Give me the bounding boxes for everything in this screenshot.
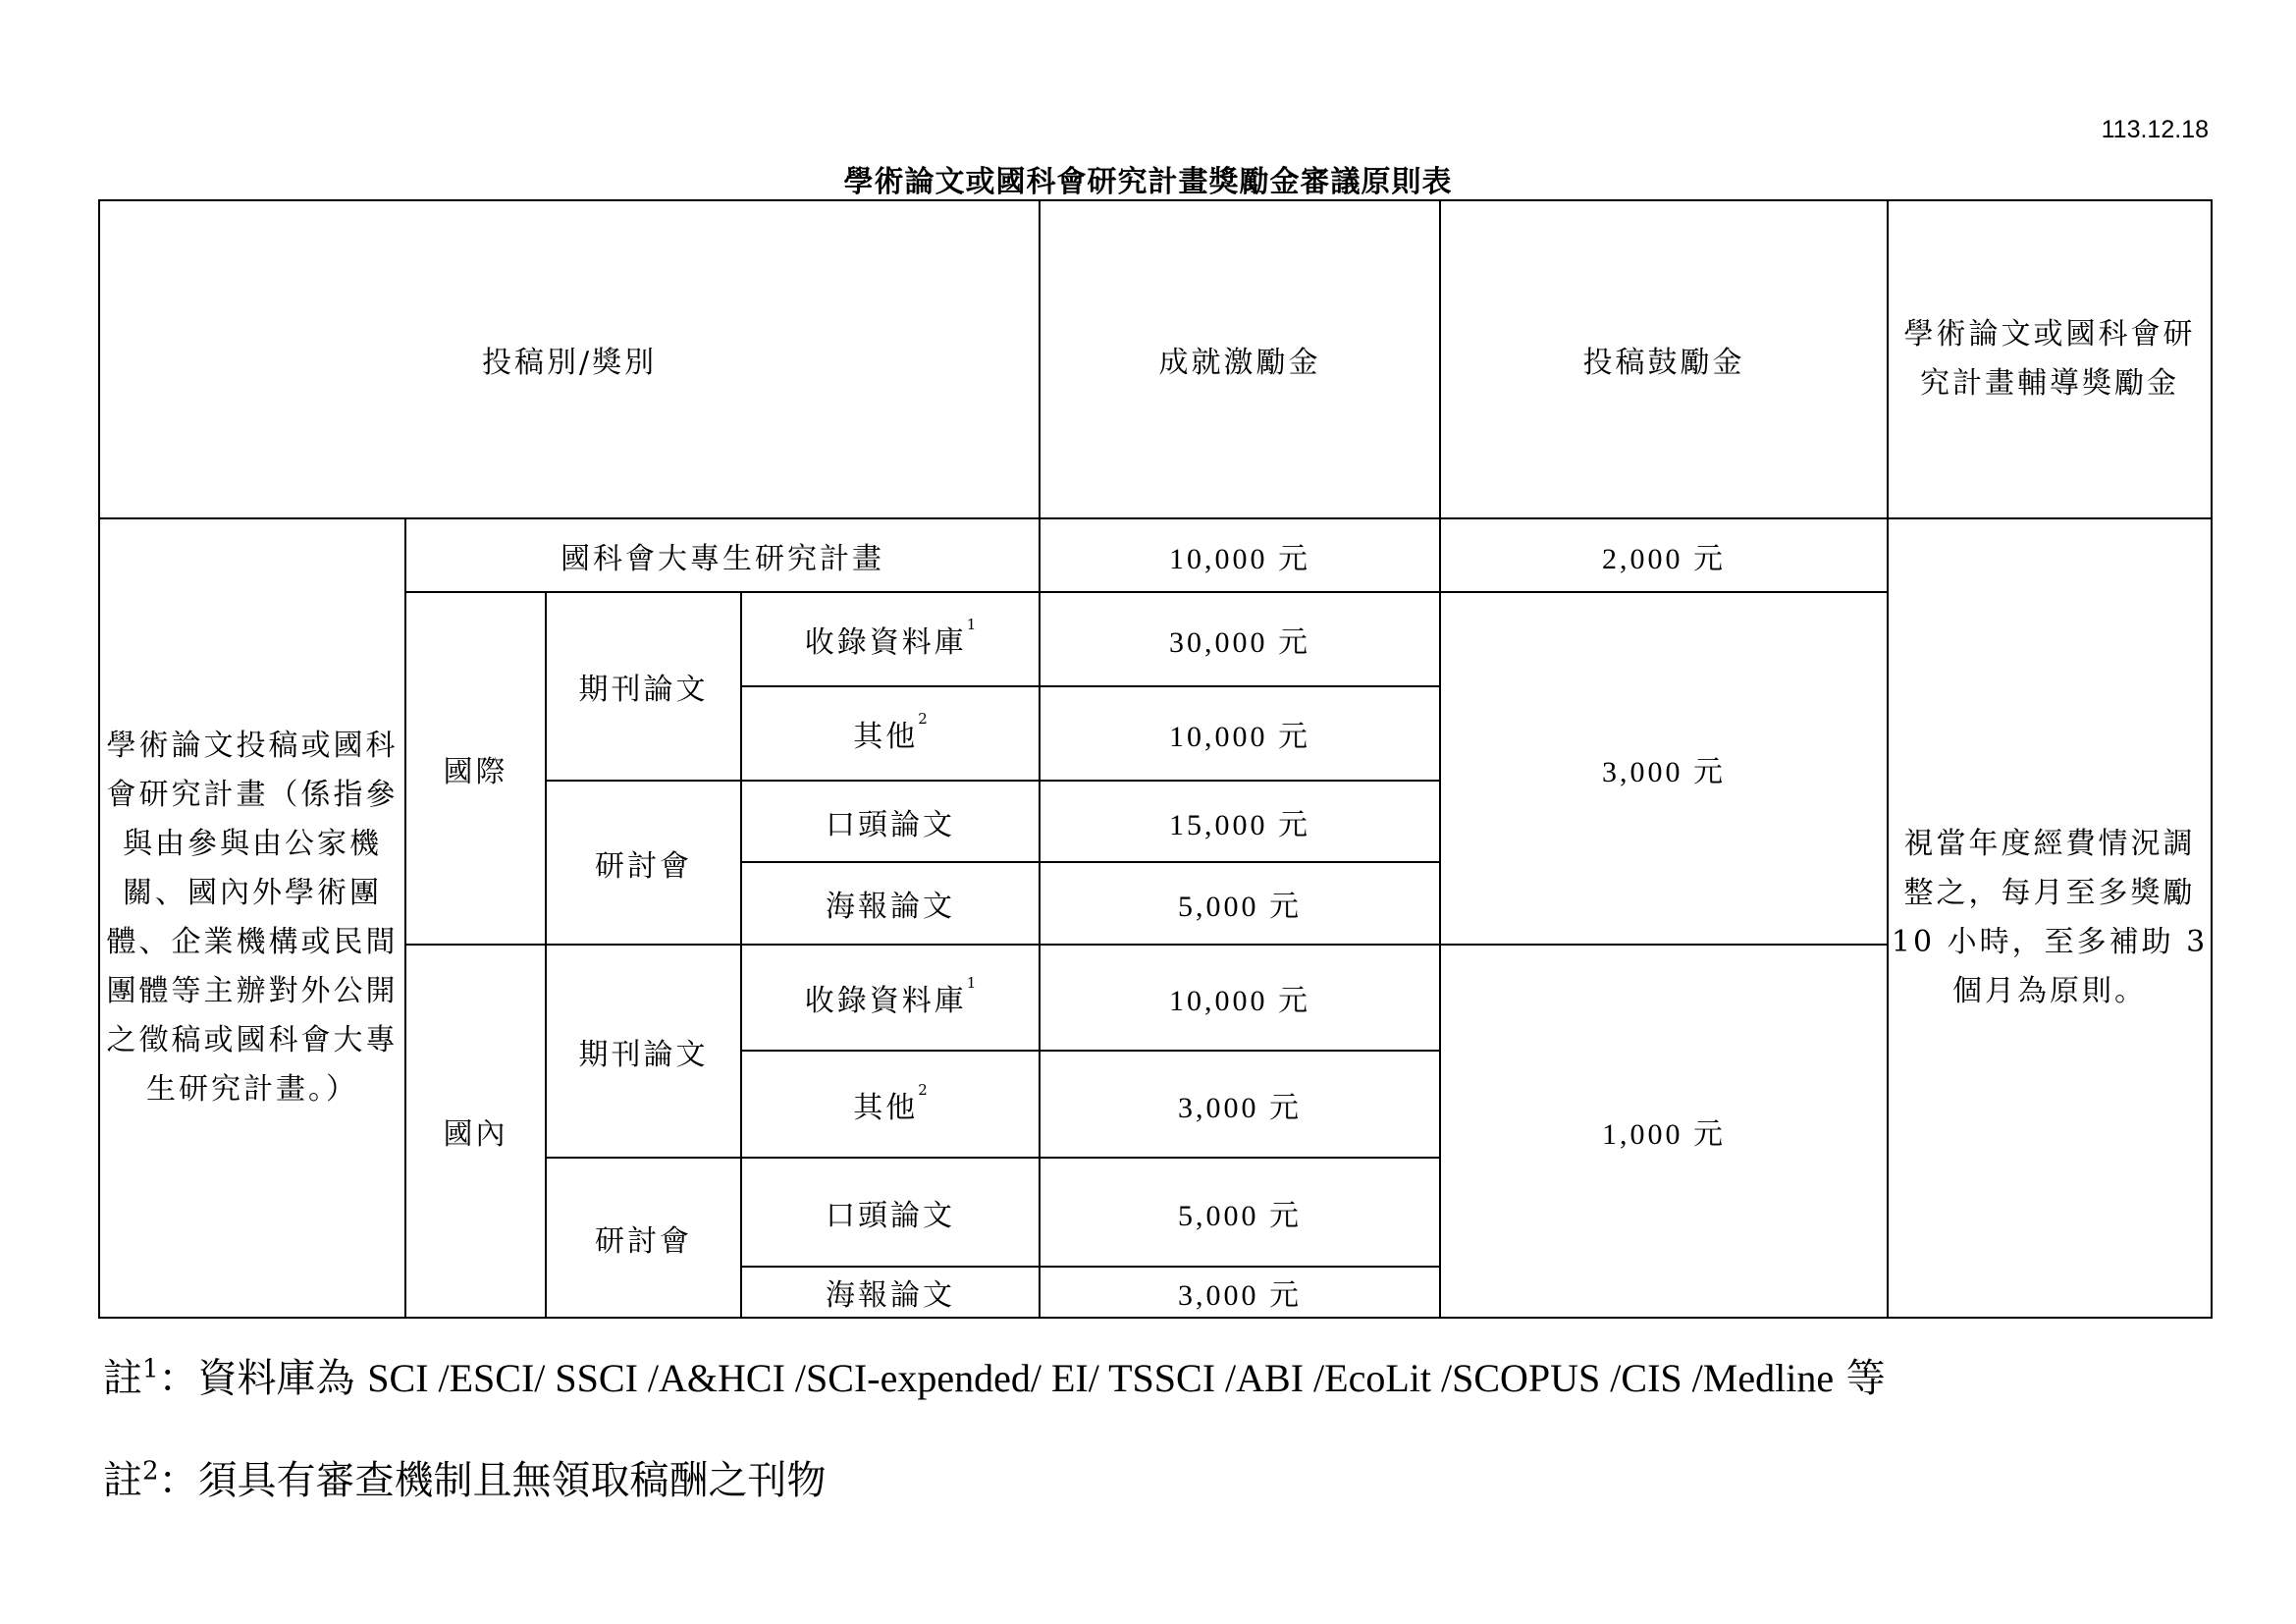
header-category: 投稿別/獎別 [99, 200, 1040, 518]
domestic-journal-label: 期刊論文 [546, 945, 741, 1158]
header-submission: 投稿鼓勵金 [1440, 200, 1888, 518]
nstc-label: 國科會大專生研究計畫 [405, 518, 1040, 592]
nstc-achievement: 10,000 元 [1040, 518, 1440, 592]
document-date: 113.12.18 [2101, 116, 2209, 143]
domestic-label: 國內 [405, 945, 546, 1318]
intl-label: 國際 [405, 592, 546, 945]
database-list: SCI /ESCI/ SSCI /A&HCI /SCI-expended/ EI/ TSSCI /ABI /EcoLit /SCOPUS /CIS /Medline [367, 1356, 1835, 1400]
footnote-ref: 2 [918, 1080, 928, 1099]
domestic-indexed-amount: 10,000 元 [1040, 945, 1440, 1051]
nstc-submission: 2,000 元 [1440, 518, 1888, 592]
domestic-poster-amount: 3,000 元 [1040, 1267, 1440, 1318]
intl-oral-amount: 15,000 元 [1040, 781, 1440, 862]
domestic-poster-label: 海報論文 [741, 1267, 1040, 1318]
footnote-text-prefix: ：資料庫為 [158, 1356, 368, 1401]
footnote-text: 須具有審查機制且無領取稿酬之刊物 [197, 1458, 827, 1503]
intl-poster-amount: 5,000 元 [1040, 862, 1440, 945]
intl-indexed-cell [741, 592, 1040, 686]
footnote-prefix: 註 [103, 1458, 142, 1503]
footnote-1 [103, 1347, 1886, 1403]
domestic-indexed-cell [741, 945, 1040, 1051]
intl-conference-label: 研討會 [546, 781, 741, 945]
mentor-remark: 視當年度經費情況調整之，每月至多獎勵 10 小時，至多補助 3 個月為原則。 [1888, 518, 2212, 1318]
footnote-prefix: 註 [103, 1356, 142, 1401]
intl-submission: 3,000 元 [1440, 592, 1888, 945]
footnote-text-prefix: ： [158, 1458, 198, 1503]
domestic-conference-label: 研討會 [546, 1158, 741, 1318]
footnote-ref: 1 [966, 974, 977, 992]
header-achievement: 成就激勵金 [1040, 200, 1440, 518]
intl-poster-label: 海報論文 [741, 862, 1040, 945]
footnote-2 [103, 1449, 827, 1505]
nstc-row [99, 518, 2212, 592]
award-table [98, 199, 2213, 1319]
domestic-other-amount: 3,000 元 [1040, 1051, 1440, 1158]
footnote-suffix: 等 [1834, 1356, 1886, 1401]
domestic-oral-label: 口頭論文 [741, 1158, 1040, 1267]
domestic-indexed-label: 收錄資料庫 [804, 984, 967, 1018]
footnote-number: 2 [142, 1456, 159, 1487]
intl-other-cell [741, 686, 1040, 781]
intl-indexed-label: 收錄資料庫 [804, 625, 967, 660]
domestic-submission: 1,000 元 [1440, 945, 1888, 1318]
intl-oral-label: 口頭論文 [741, 781, 1040, 862]
intl-indexed-amount: 30,000 元 [1040, 592, 1440, 686]
footnote-ref: 2 [918, 710, 928, 728]
domestic-oral-amount: 5,000 元 [1040, 1158, 1440, 1267]
header-row [99, 200, 2212, 518]
document-title: 學術論文或國科會研究計畫獎勵金審議原則表 [843, 165, 1453, 199]
footnote-number: 1 [142, 1354, 159, 1384]
header-mentor: 學術論文或國科會研究計畫輔導獎勵金 [1888, 200, 2212, 518]
left-description: 學術論文投稿或國科會研究計畫（係指參與由參與由公家機關、國內外學術團體、企業機構或民間團體等主辦對外公開之徵稿或國科會大專生研究計畫。） [99, 518, 405, 1318]
intl-other-amount: 10,000 元 [1040, 686, 1440, 781]
intl-journal-label: 期刊論文 [546, 592, 741, 781]
domestic-other-label: 其他 [853, 1090, 919, 1125]
intl-other-label: 其他 [853, 720, 919, 754]
domestic-other-cell [741, 1051, 1040, 1158]
footnote-ref: 1 [966, 616, 977, 633]
